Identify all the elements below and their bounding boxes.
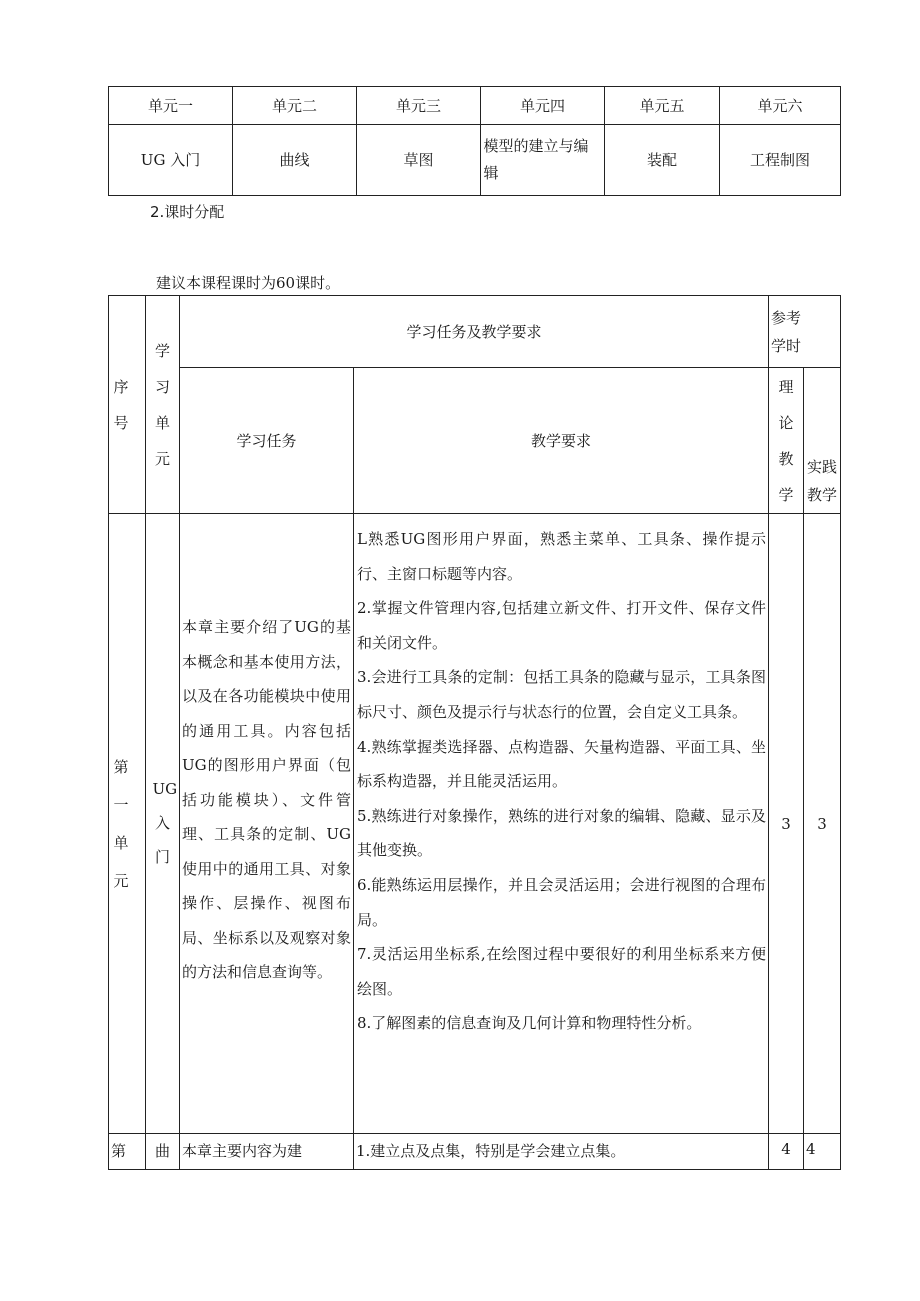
row-seq: 第一单元 [109, 514, 146, 1134]
unit-name [481, 125, 605, 196]
unit-header: 单元三 [357, 87, 481, 125]
unit-name: 草图 [357, 125, 481, 196]
unit-header: 单元二 [233, 87, 357, 125]
row-task: 本章主要介绍了UG的基本概念和基本使用方法，以及在各功能模块中使用的通用工具。内容包括UG的图形用户界面（包括功能模块）、文件管理、工具条的定制、UG使用中的通用工具、对象操作、层操作、视图布局、坐标系以及观察对象的方法和信息查询等。 [180, 514, 354, 1134]
row-task: 本章主要内容为建 [180, 1134, 354, 1170]
row-seq: 第 [109, 1134, 146, 1170]
requirement-item: 4.熟练掌握类选择器、点构造器、矢量构造器、平面工具、坐标系构造器，并且能灵活运用。 [357, 737, 767, 791]
row-practice-hours: 4 [804, 1134, 841, 1170]
unit-header: 单元五 [605, 87, 720, 125]
unit-name: 工程制图 [720, 125, 841, 196]
intro-text: 建议本课程课时为60课时。 [156, 274, 341, 292]
requirement-item: 1.建立点及点集，特别是学会建立点集。 [356, 1142, 626, 1160]
row-theory-hours: 4 [769, 1134, 804, 1170]
requirement-item: 8.了解图素的信息查询及几何计算和物理特性分析。 [357, 1014, 702, 1033]
row-unit: UG入门 [146, 514, 180, 1134]
col-seq-header: 序号 [109, 296, 146, 514]
units-header-row [109, 87, 841, 125]
unit-name-text: 模型的建立与编辑 [483, 137, 589, 182]
hours-header-row-2 [109, 368, 841, 514]
unit-header: 单元四 [481, 87, 605, 125]
table-row [109, 1134, 841, 1170]
unit-header: 单元六 [720, 87, 841, 125]
requirement-item: 7.灵活运用坐标系,在绘图过程中要很好的利用坐标系来方便绘图。 [357, 945, 767, 998]
col-practice-header: 实践教学 [804, 368, 841, 514]
section-heading: 2.课时分配 [150, 203, 225, 221]
hours-header-row-1 [109, 296, 841, 368]
col-group-header: 学习任务及教学要求 [180, 296, 769, 368]
units-name-row [109, 125, 841, 196]
row-theory-hours: 3 [769, 514, 804, 1134]
requirement-item: 2.掌握文件管理内容,包括建立新文件、打开文件、保存文件和关闭文件。 [357, 599, 767, 652]
row-requirements [354, 1134, 769, 1170]
requirement-item: 3.会进行工具条的定制：包括工具条的隐藏与显示，工具条图标尺寸、颜色及提示行与状态行的位置，会自定义工具条。 [357, 668, 767, 721]
col-task-header: 学习任务 [180, 368, 354, 514]
table-row [109, 514, 841, 1134]
col-ref-header: 参考学时 [769, 296, 841, 368]
unit-name: 曲线 [233, 125, 357, 196]
unit-name: 装配 [605, 125, 720, 196]
row-unit: 曲 [146, 1134, 180, 1170]
col-theory-header: 理论教学 [769, 368, 804, 514]
unit-header: 单元一 [109, 87, 233, 125]
col-unit-header: 学习单元 [146, 296, 180, 514]
requirement-item: 5.熟练进行对象操作，熟练的进行对象的编辑、隐藏、显示及其他变换。 [357, 806, 767, 860]
units-table [108, 86, 841, 196]
row-requirements [354, 514, 769, 1134]
unit-name: UG 入门 [109, 125, 233, 196]
hours-table [108, 295, 841, 1170]
col-req-header: 教学要求 [354, 368, 769, 514]
row-practice-hours: 3 [804, 514, 841, 1134]
requirement-item: L熟悉UG图形用户界面，熟悉主菜单、工具条、操作提示行、主窗口标题等内容。 [357, 530, 767, 583]
requirement-item: 6.能熟练运用层操作，并且会灵活运用；会进行视图的合理布局。 [357, 875, 767, 929]
